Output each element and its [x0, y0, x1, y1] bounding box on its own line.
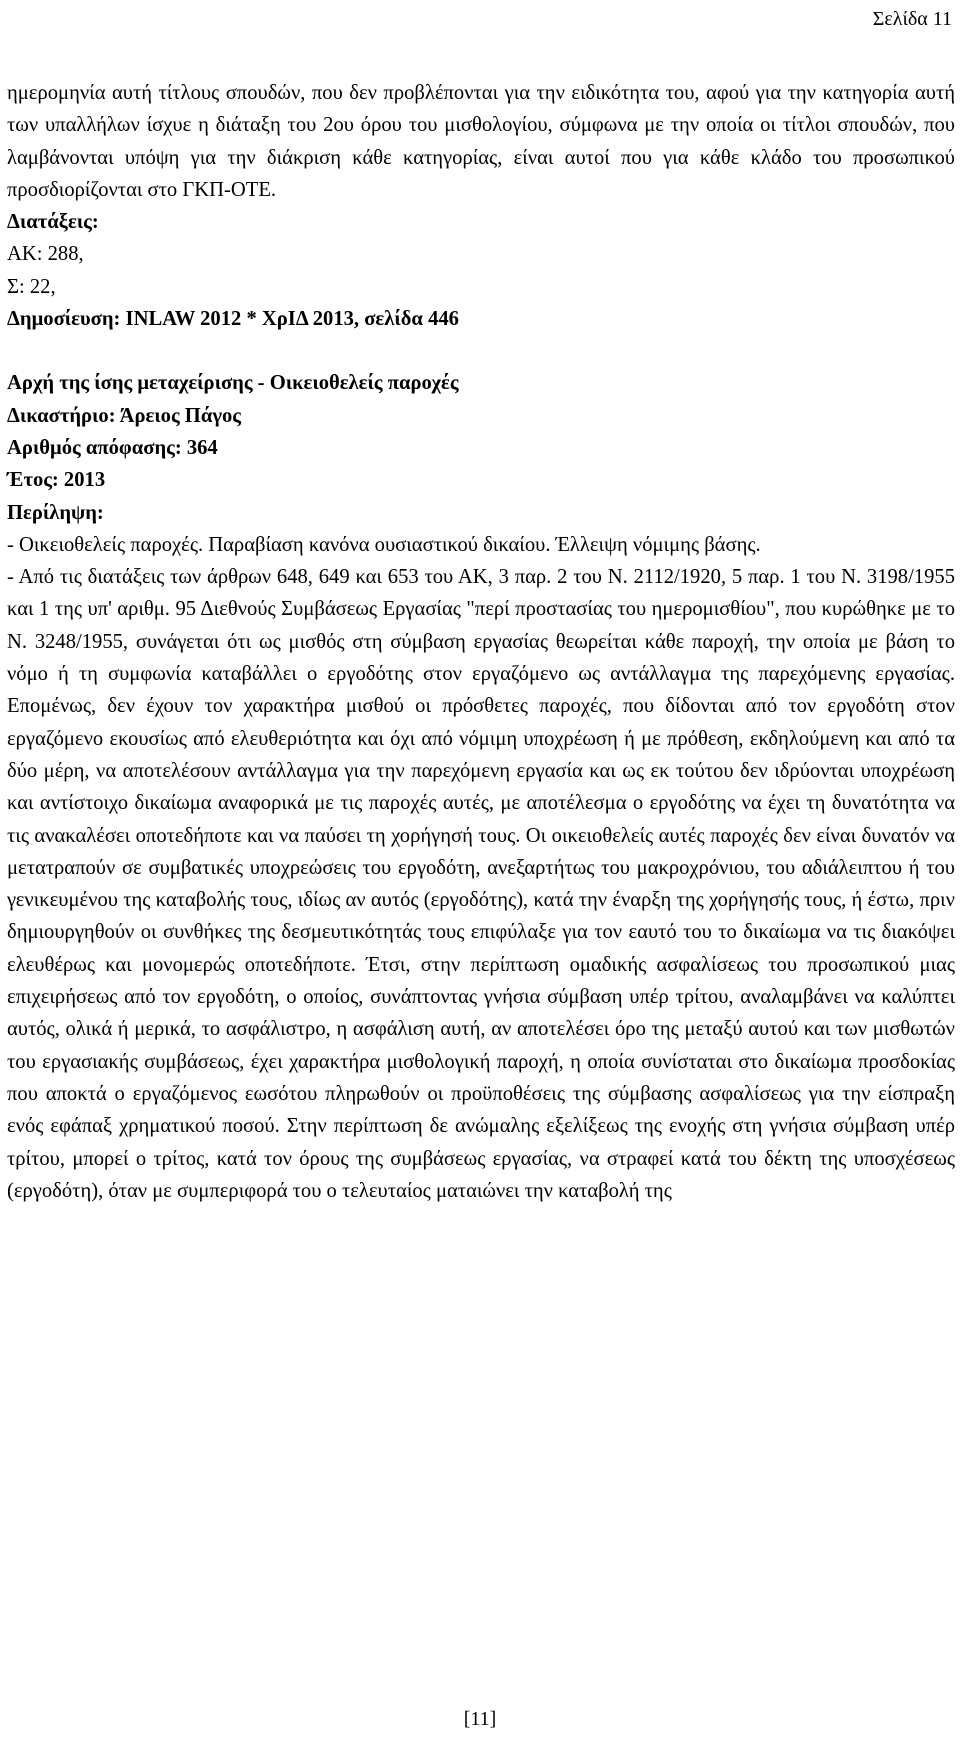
summary-heading: Περίληψη: — [7, 501, 104, 524]
summary-first-item: - Οικειοθελείς παροχές. Παραβίαση κανόνα ουσιαστικού δικαίου. Έλλειψη νόμιμης βάσης. — [7, 533, 761, 556]
case-title: Αρχή της ίσης μεταχείρισης - Οικειοθελείς παροχές — [7, 372, 459, 395]
summary-body: - Από τις διατάξεις των άρθρων 648, 649 και 653 του ΑΚ, 3 παρ. 2 του Ν. 2112/1920, 5 παρ. 1 του Ν. 3198/1955 και 1 της υπ' αριθμ. 95 Διεθνούς Συμβάσεως Εργασίας "περί προστασίας του ημερομισθίου", που κυρώθηκε με το Ν. 3248/1955, συνάγεται ότι ως μισθός στη σύμβαση εργασίας θεωρείται κάθε παροχή, την οποία με βάση το νόμο ή τη συμφωνία καταβάλλει ο εργοδότης στον εργαζόμενο ως αντάλλαγμα της παρεχόμενης εργασίας. Επομένως, δεν έχουν τον χαρακτήρα μισθού οι πρόσθετες παροχές, που δίδονται από τον εργοδότη στον εργαζόμενο εκουσίως από ελευθεριότητα και όχι από νόμιμη υποχρέωση ή με πρόθεση, εκδηλούμενη και από τα δύο μέρη, να αποτελέσουν αντάλλαγμα για την παρεχόμενη εργασία και ως εκ τούτου δεν ιδρύονται υποχρέωση και αντίστοιχο δικαίωμα αναφορικά με τις παροχές αυτές, με αποτέλεσμα ο εργοδότης να έχει τη δυνατότητα να τις ανακαλέσει οποτεδήποτε και να παύσει τη χορήγησή τους. Οι οικειοθελείς αυτές παροχές δεν είναι δυνατόν να μετατραπούν σε συμβατικές υποχρεώσεις του εργοδότη, ανεξαρτήτως του μακροχρόνιου, του αδιάλειπτου ή του γενικευμένου της καταβολής τους, ιδίως αν αυτός (εργοδότης), κατά την έναρξη της χορήγησής τους, ή έστω, πριν δημιουργηθούν οι συνθήκες της δεσμευτικότητάς τους επιφύλαξε για τον εαυτό του το δικαίωμα να τις διακόψει ελευθέρως και μονομερώς οποτεδήποτε. Έτσι, στην περίπτωση ομαδικής ασφαλίσεως του προσωπικού μιας επιχειρήσεως από τον εργοδότη, ο οποίος, συνάπτοντας γνήσια σύμβαση υπέρ τρίτου, αναλαμβάνει να καλύπτει αυτός, ολικά ή μερικά, το ασφάλιστρο, η ασφάλιση αυτή, αν αποτελέσει όρο της μεταξύ αυτού και των μισθωτών του εργασιακής συμβάσεως, έχει χαρακτήρα μισθολογική παροχή, η οποία συνίσταται στο δικαίωμα προσδοκίας που αποκτά ο εργαζόμενος εωσότου πληρωθούν οι προϋποθέσεις της σύμβασης ασφαλίσεως για την είσπραξη ενός εφάπαξ χρηματικού ποσού. Στην περίπτωση δε ανώμαλης εξελίξεως της ενοχής στη γνήσια σύμβαση υπέρ τρίτου, μπορεί ο τρίτος, κατά τον όρους της συμβάσεως εργασίας, να στραφεί κατά του δέκτη της υποσχέσεως (εργοδότη), όταν με συμπεριφορά του ο τελευταίος ματαιώνει την καταβολή της — [7, 566, 955, 1202]
intro-paragraph: ημερομηνία αυτή τίτλους σπουδών, που δεν προβλέπονται για την ειδικότητα του, αφού για την κατηγορία αυτή των υπαλλήλων ίσχυε η διάταξη του 2ου όρου του μισθολογίου, σύμφωνα με την οποία οι τίτλοι σπουδών, που λαμβάνονται υπόψη για την διάκριση κάθε κατηγορίας, είναι αυτοί που για κάθε κλάδο του προσωπικού προσδιορίζονται στο ΓΚΠ-ΟΤΕ. — [7, 82, 955, 201]
provisions-heading: Διατάξεις: — [7, 211, 99, 234]
provision-item: Σ: 22, — [7, 275, 56, 298]
decision-number-line: Αριθμός απόφασης: 364 — [7, 436, 218, 459]
page-number: [11] — [463, 1708, 497, 1730]
section-spacer — [7, 335, 955, 367]
document-body — [7, 77, 955, 1207]
provision-item: ΑΚ: 288, — [7, 243, 84, 266]
publication-line: Δημοσίευση: INLAW 2012 * ΧρΙΔ 2013, σελίδα 446 — [7, 308, 459, 331]
court-line: Δικαστήριο: Άρειος Πάγος — [7, 404, 241, 427]
year-line: Έτος: 2013 — [7, 469, 106, 492]
page-label: Σελίδα 11 — [872, 8, 952, 30]
